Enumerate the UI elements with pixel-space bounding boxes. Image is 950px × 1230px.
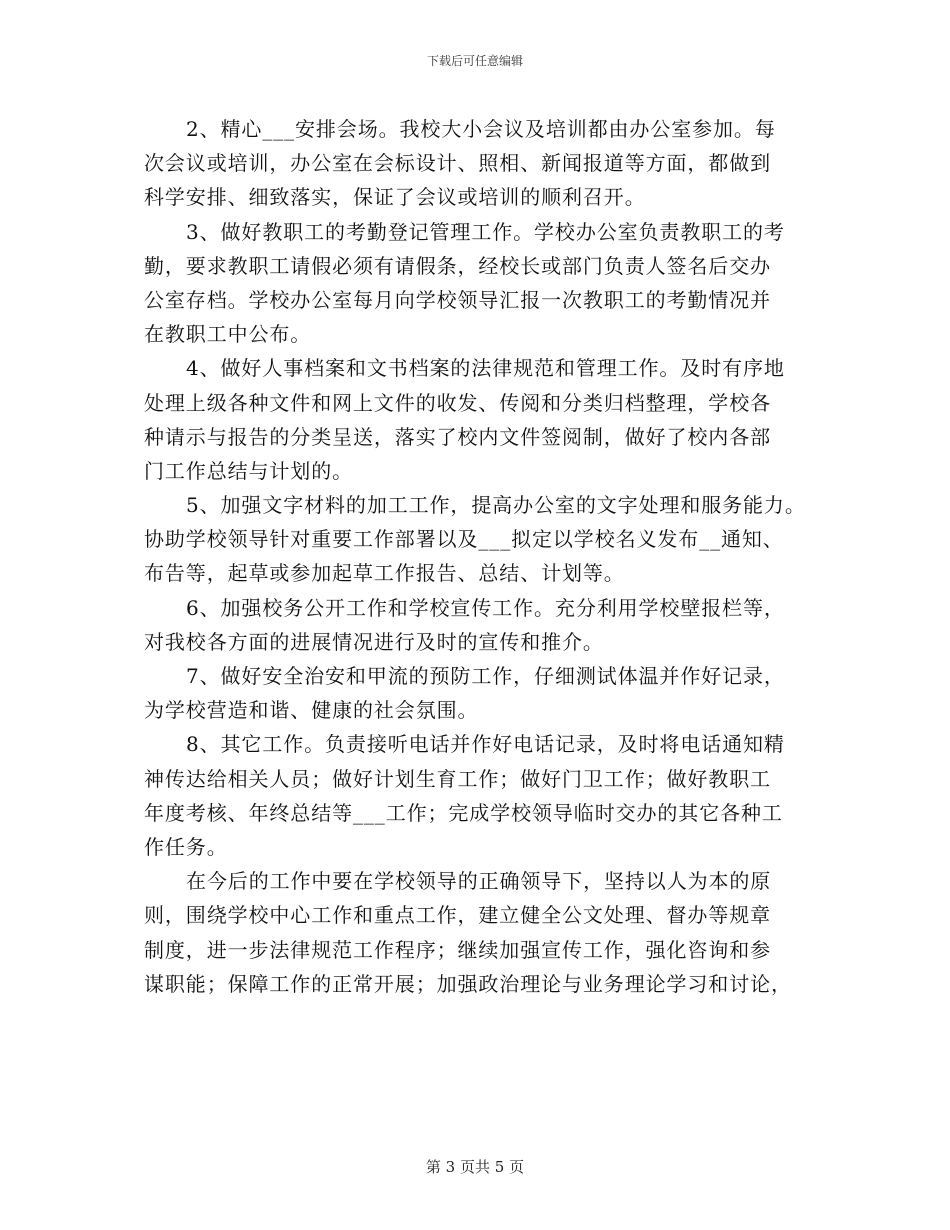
text-line: 布告等，起草或参加起草工作报告、总结、计划等。 [144, 561, 625, 586]
text-line: 协助学校领导针对重要工作部署以及___拟定以学校名义发布__通知、 [144, 527, 784, 552]
text-line: 年度考核、年终总结等___工作；完成学校领导临时交办的其它各种工 [144, 800, 783, 825]
text-line: 5、加强文字材料的加工工作，提高办公室的文字处理和服务能力。 [186, 493, 806, 518]
text-line: 科学安排、细致落实，保证了会议或培训的顺利召开。 [144, 185, 646, 210]
text-line: 则，围绕学校中心工作和重点工作，建立健全公文处理、督办等规章 [144, 903, 771, 928]
text-line: 2、精心___安排会场。我校大小会议及培训都由办公室参加。每 [186, 117, 776, 141]
text-line: 6、加强校务公开工作和学校宣传工作。充分利用学校壁报栏等， [186, 595, 785, 620]
text-line: 处理上级各种文件和网上文件的收发、传阅和分类归档整理，学校各 [144, 390, 771, 415]
text-line: 在教职工中公布。 [144, 322, 312, 347]
text-line: 对我校各方面的进展情况进行及时的宣传和推介。 [144, 629, 604, 654]
text-line: 门工作总结与计划的。 [144, 458, 353, 483]
text-line: 公室存档。学校办公室每月向学校领导汇报一次教职工的考勤情况并 [144, 287, 771, 312]
text-line: 作任务。 [144, 834, 228, 859]
text-line: 在今后的工作中要在学校领导的正确领导下，坚持以人为本的原 [186, 869, 772, 894]
text-line: 谋职能；保障工作的正常开展；加强政治理论与业务理论学习和讨论， [144, 971, 792, 996]
body-text [144, 112, 824, 1001]
text-line: 神传达给相关人员；做好计划生育工作；做好门卫工作；做好教职工 [144, 766, 771, 791]
text-line: 制度，进一步法律规范工作程序；继续加强宣传工作，强化咨询和参 [144, 937, 771, 962]
text-line: 种请示与报告的分类呈送，落实了校内文件签阅制，做好了校内各部 [144, 424, 771, 449]
text-line: 勤，要求教职工请假必须有请假条，经校长或部门负责人签名后交办 [144, 253, 771, 278]
page-header: 下载后可任意编辑 [426, 54, 523, 68]
page-number: 第 3 页共 5 页 [425, 1158, 525, 1176]
text-line: 4、做好人事档案和文书档案的法律规范和管理工作。及时有序地 [186, 356, 785, 381]
text-line: 3、做好教职工的考勤登记管理工作。学校办公室负责教职工的考 [186, 219, 785, 244]
text-line: 8、其它工作。负责接听电话并作好电话记录，及时将电话通知精 [186, 732, 785, 757]
text-line: 为学校营造和谐、健康的社会氛围。 [144, 698, 479, 723]
text-line: 7、做好安全治安和甲流的预防工作，仔细测试体温并作好记录， [186, 664, 785, 688]
text-line: 次会议或培训，办公室在会标设计、照相、新闻报道等方面，都做到 [144, 151, 771, 176]
